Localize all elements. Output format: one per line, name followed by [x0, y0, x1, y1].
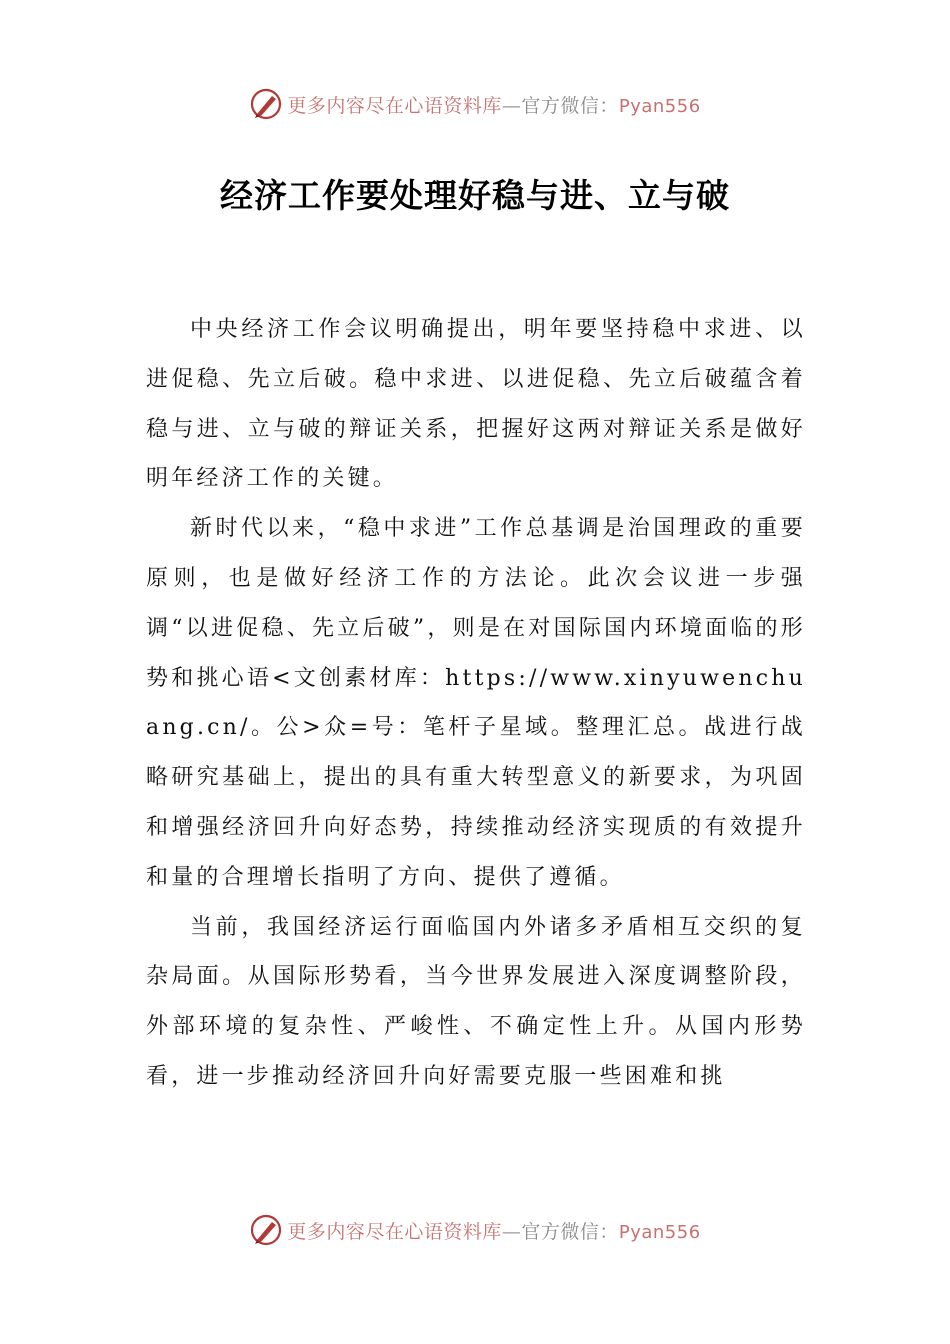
banner-site-text: 更多内容尽在心语资料库: [287, 1220, 502, 1243]
document-title: 经济工作要处理好稳与进、立与破: [220, 176, 730, 215]
banner-text: [287, 91, 700, 118]
paragraph: 当前，我国经济运行面临国内外诸多矛盾相互交织的复杂局面。从国际形势看，当今世界发展进入深度调整阶段，外部环境的复杂性、严峻性、不确定性上升。从国内形势看，进一步推动经济回升向好需要克服一些困难和挑: [146, 914, 806, 1089]
paragraph: 新时代以来，“稳中求进”工作总基调是治国理政的重要原则，也是做好经济工作的方法论。此次会议进一步强调“以进促稳、先立后破”，则是在对国际国内环境面临的形势和挑心语<文创素材库：https://www.xinyuwenchuang.cn/。公>众=号：笔杆子星域。整理汇总。战进行战略研究基础上，提出的具有重大转型意义的新要求，为巩固和增强经济回升向好态势，持续推动经济实现质的有效提升和量的合理增长指明了方向、提供了遵循。: [146, 516, 806, 890]
banner-text: [287, 1217, 700, 1244]
pen-nib-icon: [249, 87, 283, 121]
banner-official-label: 官方微信：: [521, 94, 619, 117]
banner-wechat-id: Pyan556: [618, 1221, 701, 1243]
pen-nib-icon: [249, 1213, 283, 1247]
banner-separator: —: [501, 1220, 522, 1243]
footer-banner: [0, 1210, 950, 1250]
header-banner: [0, 84, 950, 124]
banner-wechat-id: Pyan556: [618, 95, 701, 117]
banner-official-label: 官方微信：: [521, 1220, 619, 1243]
paragraph: 中央经济工作会议明确提出，明年要坚持稳中求进、以进促稳、先立后破。稳中求进、以进促稳、先立后破蕴含着稳与进、立与破的辩证关系，把握好这两对辩证关系是做好明年经济工作的关键。: [146, 317, 806, 492]
article-body: [146, 305, 806, 1102]
banner-separator: —: [501, 94, 522, 117]
banner-site-text: 更多内容尽在心语资料库: [287, 94, 502, 117]
